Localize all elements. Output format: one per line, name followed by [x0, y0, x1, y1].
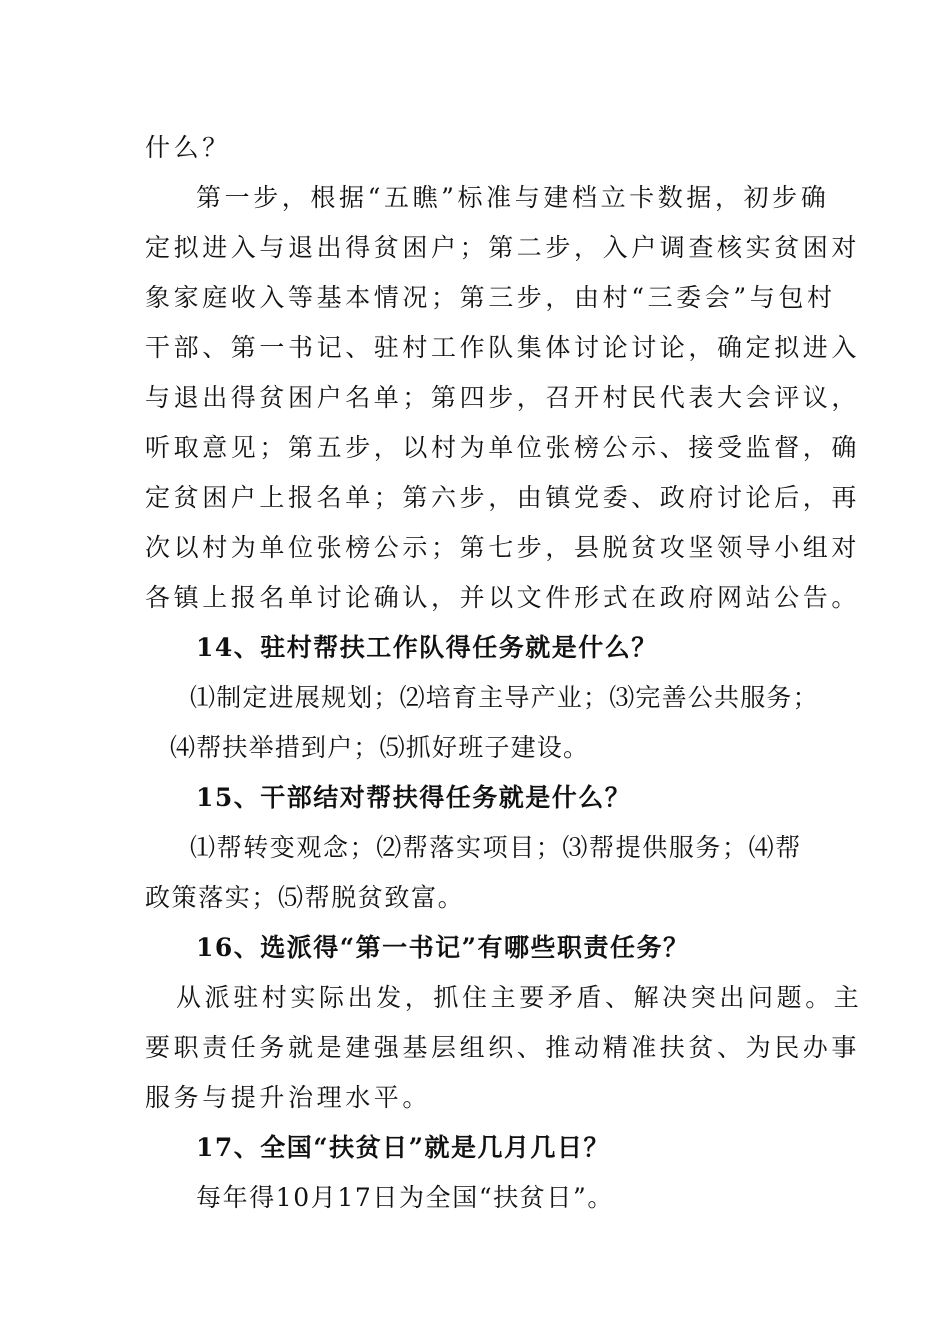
text-line-answer-15: 政策落实；⑸帮脱贫致富。 [145, 883, 465, 912]
text-line-answer-16: 服务与提升治理水平。 [145, 1083, 432, 1112]
question-heading-16: 16、选派得“第一书记”有哪些职责任务？ [196, 933, 690, 962]
text-line-answer-13: 定拟进入与退出得贫困户；第二步，入户调查核实贫困对 [145, 233, 861, 262]
text-line-answer-17: 每年得10月17日为全国“扶贫日”。 [196, 1183, 614, 1212]
text-line-answer-16: 从派驻村实际出发，抓住主要矛盾、解决突出问题。主 [176, 983, 863, 1012]
text-line-answer-16: 要职责任务就是建强基层组织、推动精准扶贫、为民办事 [145, 1033, 861, 1062]
text-line-answer-13: 各镇上报名单讨论确认，并以文件形式在政府网站公告。 [145, 583, 861, 612]
text-line-answer-13: 象家庭收入等基本情况；第三步，由村“三委会”与包村 [145, 283, 836, 312]
text-line-answer-13: 干部、第一书记、驻村工作队集体讨论讨论，确定拟进入 [145, 333, 861, 362]
text-line-answer-13: 与退出得贫困户名单；第四步，召开村民代表大会评议， [145, 383, 861, 412]
text-line-answer-13: 次以村为单位张榜公示；第七步，县脱贫攻坚领导小组对 [145, 533, 861, 562]
text-line-answer-14: ⑷帮扶举措到户；⑸抓好班子建设。 [170, 733, 590, 762]
text-line-answer-13: 定贫困户上报名单；第六步，由镇党委、政府讨论后，再 [145, 483, 861, 512]
text-line-continuation: 什么？ [145, 133, 231, 162]
question-heading-15: 15、干部结对帮扶得任务就是什么？ [196, 783, 632, 812]
text-line-answer-13: 听取意见；第五步，以村为单位张榜公示、接受监督，确 [145, 433, 861, 462]
text-line-answer-14: ⑴制定进展规划；⑵培育主导产业；⑶完善公共服务； [190, 683, 819, 712]
text-line-answer-15: ⑴帮转变观念；⑵帮落实项目；⑶帮提供服务；⑷帮 [190, 833, 802, 862]
text-line-answer-13: 第一步，根据“五瞧”标准与建档立卡数据，初步确 [196, 183, 830, 212]
question-heading-14: 14、驻村帮扶工作队得任务就是什么？ [196, 633, 658, 662]
question-heading-17: 17、全国“扶贫日”就是几月几日？ [196, 1133, 611, 1162]
